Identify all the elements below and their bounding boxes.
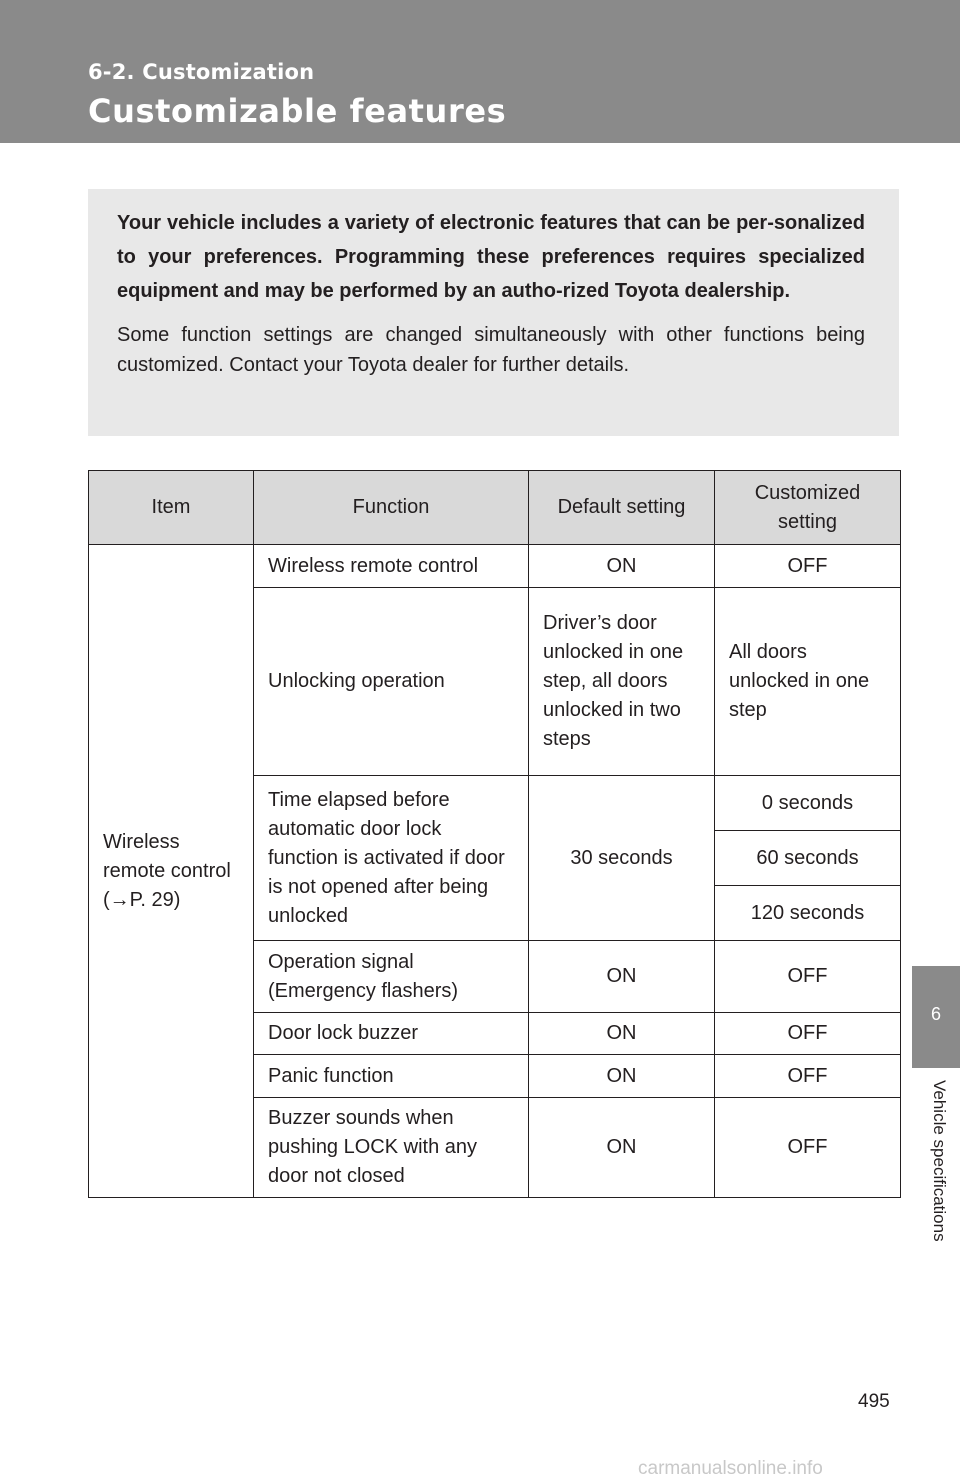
features-table (88, 470, 901, 1198)
page-title: Customizable features (88, 92, 507, 130)
default-cell: Driver’s door unlocked in one step, all doors unlocked in two steps (529, 588, 715, 776)
default-cell: ON (529, 941, 715, 1013)
function-cell: Time elapsed before automatic door lock function is activated if door is not opened after being unlocked (254, 776, 529, 941)
function-cell: Unlocking operation (254, 588, 529, 776)
custom-cell: OFF (715, 1098, 901, 1198)
section-label: 6-2. Customization (88, 60, 315, 84)
default-cell: ON (529, 1098, 715, 1198)
intro-note-text: Some function settings are changed simultaneously with other functions being customized. Contact your Toyota dealer for further details. (117, 324, 865, 376)
page-header (0, 0, 960, 143)
header-item: Item (89, 471, 254, 545)
watermark: carmanualsonline.info (638, 1458, 823, 1479)
default-cell: ON (529, 545, 715, 588)
default-cell: ON (529, 1055, 715, 1098)
function-cell: Buzzer sounds when pushing LOCK with any door not closed (254, 1098, 529, 1198)
custom-cell: OFF (715, 1055, 901, 1098)
function-cell: Wireless remote control (254, 545, 529, 588)
custom-cell: 120 seconds (715, 886, 901, 941)
header-function: Function (254, 471, 529, 545)
intro-bold-text: Your vehicle includes a variety of electronic features that can be per-sonalized to your preferences. Programming these preferences requires specialized equipment and may be performed by an autho-rized Toyota dealership. (117, 212, 865, 302)
chapter-label: Vehicle specifications (930, 1080, 949, 1242)
chapter-number: 6 (930, 1004, 941, 1024)
chapter-tab[interactable] (912, 966, 960, 1068)
default-cell: 30 seconds (529, 776, 715, 941)
custom-cell: OFF (715, 545, 901, 588)
custom-cell: All doors unlocked in one step (715, 588, 901, 776)
default-cell: ON (529, 1013, 715, 1055)
table-row (89, 545, 901, 588)
intro-box (88, 189, 899, 436)
custom-cell: OFF (715, 1013, 901, 1055)
header-default-setting: Default setting (529, 471, 715, 545)
header-customized-setting: Customized setting (715, 471, 901, 545)
function-cell: Panic function (254, 1055, 529, 1098)
custom-cell: 60 seconds (715, 831, 901, 886)
page-number: 495 (858, 1391, 890, 1412)
custom-cell: OFF (715, 941, 901, 1013)
function-cell: Operation signal (Emergency flashers) (254, 941, 529, 1013)
function-cell: Door lock buzzer (254, 1013, 529, 1055)
table-header-row (89, 471, 901, 545)
custom-cell: 0 seconds (715, 776, 901, 831)
item-cell: Wireless remote control (→P. 29) (89, 545, 254, 1198)
